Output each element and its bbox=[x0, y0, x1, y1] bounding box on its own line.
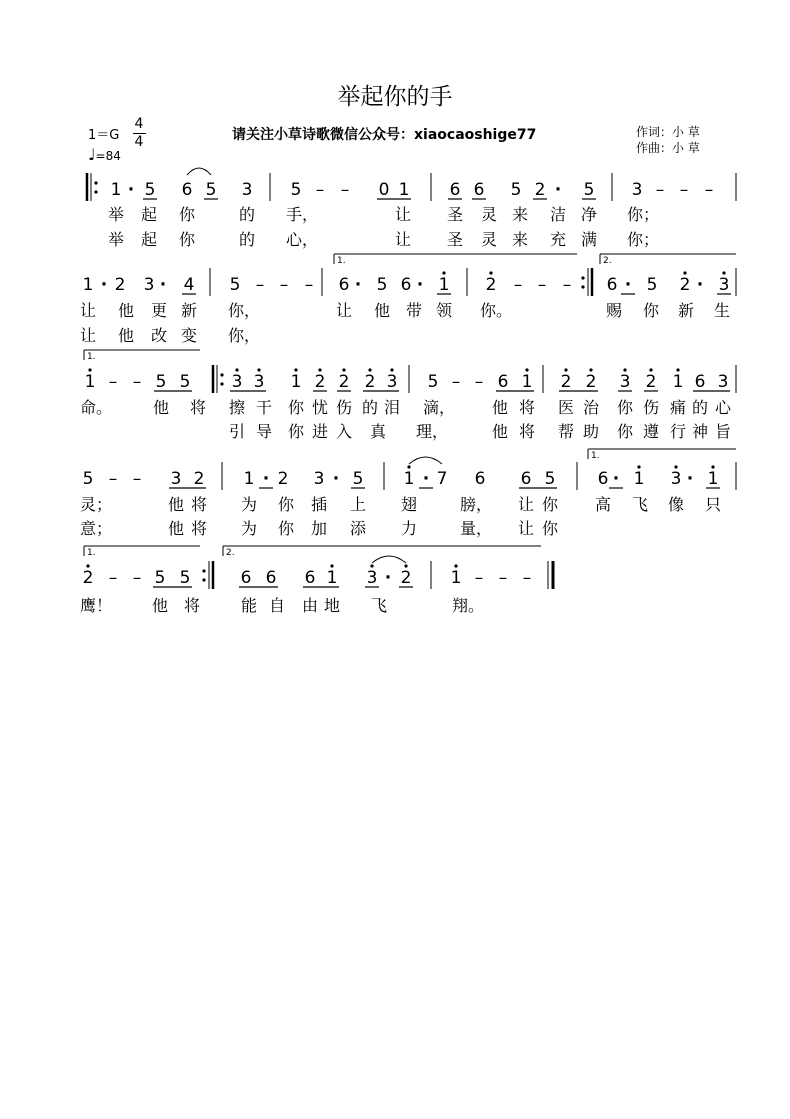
hold-dash: – bbox=[340, 180, 350, 200]
lyric-verse2: 让 bbox=[517, 519, 535, 538]
lyric-verse2: 力 bbox=[400, 519, 418, 538]
note-2: 2 bbox=[338, 372, 350, 392]
lyric-verse1: 你 bbox=[277, 495, 295, 514]
repeat-dot bbox=[581, 276, 584, 279]
note-6: 6 bbox=[265, 568, 277, 588]
lyric-verse2: 旨 bbox=[714, 422, 732, 441]
lyric-verse1: 翔。 bbox=[451, 596, 485, 615]
lyric-verse1: 治 bbox=[582, 398, 600, 417]
lyric-verse1: 生 bbox=[713, 301, 731, 320]
note-3: 3 bbox=[718, 275, 730, 295]
note-1: 1 bbox=[398, 180, 410, 200]
hold-dash: – bbox=[522, 568, 532, 588]
lyric-verse1: 像 bbox=[667, 495, 685, 514]
lyric-verse1: 伤 bbox=[335, 398, 353, 417]
hold-dash: – bbox=[132, 372, 142, 392]
hold-dash: – bbox=[315, 180, 325, 200]
note-1: 1 bbox=[521, 372, 533, 392]
note-6: 6 bbox=[606, 275, 618, 295]
lyricist: 作词：小 草 bbox=[636, 125, 700, 139]
time-signature-bottom: 4 bbox=[134, 134, 144, 150]
lyric-verse1: 你 bbox=[642, 301, 660, 320]
lyric-verse2: 你 bbox=[616, 422, 634, 441]
lyric-verse1: 他 bbox=[117, 301, 135, 320]
hold-dash: – bbox=[498, 568, 508, 588]
note-1: 1 bbox=[438, 275, 450, 295]
note-6: 6 bbox=[597, 469, 609, 489]
lyric-verse1: 更 bbox=[150, 301, 168, 320]
note-3: 3 bbox=[386, 372, 398, 392]
octave-dot bbox=[86, 564, 89, 567]
octave-dot bbox=[390, 368, 393, 371]
lyric-verse2: 灵 bbox=[480, 230, 498, 249]
note-1: 1 bbox=[84, 372, 96, 392]
lyric-verse1: 他 bbox=[151, 596, 169, 615]
lyric-verse1: 自 bbox=[268, 596, 286, 615]
note-3: 3 bbox=[143, 275, 155, 295]
note-1: 1 bbox=[707, 469, 719, 489]
lyric-verse1: 插 bbox=[310, 495, 328, 514]
octave-dot bbox=[368, 368, 371, 371]
octave-dot bbox=[294, 368, 297, 371]
lyric-verse2: 导 bbox=[255, 422, 273, 441]
octave-dot bbox=[330, 564, 333, 567]
note-1: 1 bbox=[672, 372, 684, 392]
lyric-verse1: 举 bbox=[107, 205, 125, 224]
lyric-verse1: 的 bbox=[361, 398, 379, 417]
note-1: 1 bbox=[326, 568, 338, 588]
dotted-rhythm: · bbox=[612, 469, 620, 489]
key-signature: 1＝G bbox=[88, 128, 120, 143]
note-3: 3 bbox=[366, 568, 378, 588]
lyric-verse2: 你； bbox=[626, 230, 660, 249]
lyric-verse2: 你 bbox=[287, 422, 305, 441]
repeat-dot bbox=[94, 181, 97, 184]
hold-dash: – bbox=[108, 568, 118, 588]
lyric-verse2: 心， bbox=[285, 230, 319, 249]
hold-dash: – bbox=[279, 275, 289, 295]
lyric-verse2: 为 bbox=[240, 519, 258, 538]
dotted-rhythm: · bbox=[696, 275, 704, 295]
lyric-verse1: 你 bbox=[178, 205, 196, 224]
lyric-verse1: 飞 bbox=[370, 596, 388, 615]
dotted-rhythm: · bbox=[100, 275, 108, 295]
volta-label: 1. bbox=[87, 548, 96, 558]
dotted-rhythm: · bbox=[416, 275, 424, 295]
note-5: 5 bbox=[154, 568, 166, 588]
note-5: 5 bbox=[376, 275, 388, 295]
lyric-verse1: 起 bbox=[140, 205, 158, 224]
lyric-verse1: 净 bbox=[580, 205, 598, 224]
note-5: 5 bbox=[155, 372, 167, 392]
lyric-verse2: 充 bbox=[549, 230, 567, 249]
note-2: 2 bbox=[400, 568, 412, 588]
lyric-verse2: 添 bbox=[349, 519, 367, 538]
lyric-verse2: 你 bbox=[178, 230, 196, 249]
repeat-dot bbox=[220, 373, 223, 376]
octave-dot bbox=[454, 564, 457, 567]
note-2: 2 bbox=[679, 275, 691, 295]
volta-label: 2. bbox=[226, 548, 235, 558]
octave-dot bbox=[442, 271, 445, 274]
note-1: 1 bbox=[403, 469, 415, 489]
note-1: 1 bbox=[243, 469, 255, 489]
dotted-rhythm: · bbox=[554, 180, 562, 200]
tempo-value: =84 bbox=[95, 149, 121, 163]
lyric-verse2: 他 bbox=[117, 326, 135, 345]
volta-label: 1. bbox=[591, 451, 600, 461]
lyric-verse1: 洁 bbox=[549, 205, 567, 224]
lyric-verse1: 你； bbox=[626, 205, 660, 224]
octave-dot bbox=[235, 368, 238, 371]
lyric-verse2: 进 bbox=[311, 422, 329, 441]
lyric-verse2: 你 bbox=[277, 519, 295, 538]
dotted-rhythm: · bbox=[422, 469, 430, 489]
lyric-verse2: 理， bbox=[415, 422, 449, 441]
lyric-verse2: 神 bbox=[691, 422, 709, 441]
lyric-verse2: 圣 bbox=[446, 230, 464, 249]
note-3: 3 bbox=[670, 469, 682, 489]
slur bbox=[409, 457, 442, 464]
lyric-verse2: 遵 bbox=[642, 422, 660, 441]
note-2: 2 bbox=[534, 180, 546, 200]
lyric-verse1: 滴， bbox=[422, 398, 456, 417]
note-6: 6 bbox=[338, 275, 350, 295]
hold-dash: – bbox=[132, 469, 142, 489]
lyric-verse1: 赐 bbox=[605, 301, 623, 320]
dotted-rhythm: · bbox=[354, 275, 362, 295]
note-2: 2 bbox=[560, 372, 572, 392]
lyric-verse1: 翅 bbox=[400, 495, 418, 514]
lyric-verse1: 伤 bbox=[642, 398, 660, 417]
note-6: 6 bbox=[474, 469, 486, 489]
time-signature-top: 4 bbox=[134, 116, 144, 132]
note-2: 2 bbox=[82, 568, 94, 588]
octave-dot bbox=[649, 368, 652, 371]
note-5: 5 bbox=[646, 275, 658, 295]
lyric-verse1: 你 bbox=[287, 398, 305, 417]
note-2: 2 bbox=[585, 372, 597, 392]
octave-dot bbox=[318, 368, 321, 371]
note-2: 2 bbox=[277, 469, 289, 489]
lyric-verse1: 带 bbox=[405, 301, 423, 320]
lyric-verse2: 加 bbox=[310, 519, 328, 538]
lyric-verse2: 量， bbox=[459, 519, 493, 538]
lyric-verse1: 能 bbox=[240, 596, 258, 615]
octave-dot bbox=[676, 368, 679, 371]
note-3: 3 bbox=[253, 372, 265, 392]
octave-dot bbox=[257, 368, 260, 371]
octave-dot bbox=[342, 368, 345, 371]
octave-dot bbox=[683, 271, 686, 274]
lyric-verse1: 医 bbox=[557, 398, 575, 417]
lyric-verse2: 来 bbox=[511, 230, 529, 249]
slur bbox=[372, 556, 406, 563]
repeat-dot bbox=[202, 578, 205, 581]
lyric-verse1: 的 bbox=[238, 205, 256, 224]
lyric-verse1: 将 bbox=[190, 495, 208, 514]
octave-dot bbox=[489, 271, 492, 274]
note-2: 2 bbox=[645, 372, 657, 392]
note-5: 5 bbox=[290, 180, 302, 200]
note-6: 6 bbox=[240, 568, 252, 588]
note-3: 3 bbox=[170, 469, 182, 489]
hold-dash: – bbox=[704, 180, 714, 200]
lyric-verse1: 他 bbox=[152, 398, 170, 417]
note-2: 2 bbox=[485, 275, 497, 295]
note-6: 6 bbox=[449, 180, 461, 200]
dotted-rhythm: · bbox=[384, 568, 392, 588]
note-2: 2 bbox=[364, 372, 376, 392]
lyric-verse1: 飞 bbox=[631, 495, 649, 514]
octave-dot bbox=[623, 368, 626, 371]
repeat-dot bbox=[581, 285, 584, 288]
repeat-dot bbox=[220, 382, 223, 385]
note-3: 3 bbox=[241, 180, 253, 200]
hold-dash: – bbox=[255, 275, 265, 295]
lyric-verse2: 真 bbox=[369, 422, 387, 441]
lyric-verse1: 他 bbox=[167, 495, 185, 514]
note-6: 6 bbox=[400, 275, 412, 295]
lyric-verse2: 举 bbox=[107, 230, 125, 249]
repeat-dot bbox=[94, 190, 97, 193]
lyric-verse1: 将 bbox=[518, 398, 536, 417]
lyric-verse1: 干 bbox=[255, 398, 273, 417]
hold-dash: – bbox=[451, 372, 461, 392]
note-7: 7 bbox=[436, 469, 448, 489]
octave-dot bbox=[370, 564, 373, 567]
octave-dot bbox=[674, 465, 677, 468]
octave-dot bbox=[88, 368, 91, 371]
note-6: 6 bbox=[473, 180, 485, 200]
lyric-verse1: 你 bbox=[616, 398, 634, 417]
lyric-verse1: 为 bbox=[240, 495, 258, 514]
lyric-verse2: 将 bbox=[518, 422, 536, 441]
octave-dot bbox=[407, 465, 410, 468]
lyric-verse2: 他 bbox=[491, 422, 509, 441]
dotted-rhythm: · bbox=[686, 469, 694, 489]
song-title: 举起你的手 bbox=[337, 84, 453, 110]
note-3: 3 bbox=[631, 180, 643, 200]
volta-label: 1. bbox=[337, 256, 346, 266]
note-5: 5 bbox=[544, 469, 556, 489]
lyric-verse1: 命。 bbox=[79, 398, 113, 417]
hold-dash: – bbox=[108, 372, 118, 392]
lyric-verse2: 行 bbox=[669, 422, 687, 441]
lyric-verse1: 痛 bbox=[669, 398, 687, 417]
subtitle: 请关注小草诗歌微信公众号：xiaocaoshige77 bbox=[232, 127, 537, 143]
lyric-verse2: 助 bbox=[582, 422, 600, 441]
note-5: 5 bbox=[510, 180, 522, 200]
lyric-verse2: 的 bbox=[238, 230, 256, 249]
note-5: 5 bbox=[179, 372, 191, 392]
slur bbox=[187, 168, 211, 175]
note-3: 3 bbox=[313, 469, 325, 489]
hold-dash: – bbox=[132, 568, 142, 588]
dotted-rhythm: · bbox=[624, 275, 632, 295]
hold-dash: – bbox=[562, 275, 572, 295]
lyric-verse2: 让 bbox=[394, 230, 412, 249]
note-1: 1 bbox=[290, 372, 302, 392]
lyric-verse1: 让 bbox=[79, 301, 97, 320]
lyric-verse1: 灵 bbox=[480, 205, 498, 224]
lyric-verse1: 泪 bbox=[383, 398, 401, 417]
note-6: 6 bbox=[304, 568, 316, 588]
lyric-verse1: 手， bbox=[285, 205, 319, 224]
lyric-verse1: 让 bbox=[517, 495, 535, 514]
lyric-verse1: 他 bbox=[491, 398, 509, 417]
note-1: 1 bbox=[633, 469, 645, 489]
lyric-verse1: 忧 bbox=[311, 398, 329, 417]
hold-dash: – bbox=[304, 275, 314, 295]
hold-dash: – bbox=[655, 180, 665, 200]
lyric-verse1: 将 bbox=[189, 398, 207, 417]
lyric-verse2: 你 bbox=[541, 519, 559, 538]
lyric-verse2: 他 bbox=[167, 519, 185, 538]
lyric-verse2: 让 bbox=[79, 326, 97, 345]
lyric-verse1: 高 bbox=[594, 495, 612, 514]
lyric-verse1: 擦 bbox=[228, 398, 246, 417]
note-3: 3 bbox=[231, 372, 243, 392]
octave-dot bbox=[564, 368, 567, 371]
lyric-verse1: 膀， bbox=[459, 495, 493, 514]
note-5: 5 bbox=[179, 568, 191, 588]
note-5: 5 bbox=[82, 469, 94, 489]
lyric-verse1: 来 bbox=[511, 205, 529, 224]
lyric-verse1: 让 bbox=[335, 301, 353, 320]
lyric-verse1: 新 bbox=[180, 301, 198, 320]
lyric-verse1: 的 bbox=[691, 398, 709, 417]
note-2: 2 bbox=[314, 372, 326, 392]
note-6: 6 bbox=[520, 469, 532, 489]
lyric-verse2: 你， bbox=[227, 326, 261, 345]
note-1: 1 bbox=[82, 275, 94, 295]
octave-dot bbox=[589, 368, 592, 371]
lyric-verse1: 灵； bbox=[79, 495, 113, 514]
lyric-verse2: 意； bbox=[79, 519, 113, 538]
note-5: 5 bbox=[583, 180, 595, 200]
lyric-verse2: 入 bbox=[335, 422, 353, 441]
lyric-verse1: 鹰！ bbox=[79, 596, 113, 615]
composer: 作曲：小 草 bbox=[636, 141, 700, 155]
octave-dot bbox=[637, 465, 640, 468]
hold-dash: – bbox=[679, 180, 689, 200]
quarter-note-icon: ♩ bbox=[88, 145, 96, 164]
lyric-verse1: 由 bbox=[301, 596, 319, 615]
dotted-rhythm: · bbox=[159, 275, 167, 295]
lyric-verse2: 帮 bbox=[557, 422, 575, 441]
lyric-verse1: 只 bbox=[704, 495, 722, 514]
octave-dot bbox=[404, 564, 407, 567]
hold-dash: – bbox=[513, 275, 523, 295]
lyric-verse2: 满 bbox=[580, 230, 598, 249]
note-4: 4 bbox=[183, 275, 195, 295]
note-3: 3 bbox=[717, 372, 729, 392]
note-1: 1 bbox=[110, 180, 122, 200]
note-0: 0 bbox=[378, 180, 390, 200]
lyric-verse1: 上 bbox=[349, 495, 367, 514]
note-2: 2 bbox=[193, 469, 205, 489]
lyric-verse2: 改 bbox=[150, 326, 168, 345]
hold-dash: – bbox=[108, 469, 118, 489]
lyric-verse2: 将 bbox=[190, 519, 208, 538]
lyric-verse1: 领 bbox=[435, 301, 453, 320]
note-6: 6 bbox=[181, 180, 193, 200]
lyric-verse1: 地 bbox=[323, 596, 341, 615]
note-1: 1 bbox=[450, 568, 462, 588]
note-5: 5 bbox=[205, 180, 217, 200]
lyric-verse2: 起 bbox=[140, 230, 158, 249]
lyric-verse1: 你 bbox=[541, 495, 559, 514]
note-6: 6 bbox=[497, 372, 509, 392]
lyric-verse1: 新 bbox=[677, 301, 695, 320]
repeat-dot bbox=[202, 569, 205, 572]
lyric-verse2: 引 bbox=[228, 422, 246, 441]
lyric-verse1: 让 bbox=[394, 205, 412, 224]
volta-label: 1. bbox=[87, 352, 96, 362]
hold-dash: – bbox=[474, 568, 484, 588]
lyric-verse1: 你。 bbox=[479, 301, 513, 320]
lyric-verse1: 圣 bbox=[446, 205, 464, 224]
dotted-rhythm: · bbox=[262, 469, 270, 489]
note-6: 6 bbox=[694, 372, 706, 392]
note-5: 5 bbox=[427, 372, 439, 392]
octave-dot bbox=[525, 368, 528, 371]
note-5: 5 bbox=[229, 275, 241, 295]
octave-dot bbox=[722, 271, 725, 274]
lyric-verse1: 他 bbox=[373, 301, 391, 320]
lyric-verse1: 你， bbox=[227, 301, 261, 320]
note-2: 2 bbox=[114, 275, 126, 295]
note-5: 5 bbox=[352, 469, 364, 489]
volta-label: 2. bbox=[603, 256, 612, 266]
lyric-verse1: 将 bbox=[183, 596, 201, 615]
lyric-verse1: 心 bbox=[714, 398, 732, 417]
lyric-verse2: 变 bbox=[180, 326, 198, 345]
hold-dash: – bbox=[474, 372, 484, 392]
note-3: 3 bbox=[619, 372, 631, 392]
dotted-rhythm: · bbox=[127, 180, 135, 200]
hold-dash: – bbox=[537, 275, 547, 295]
note-5: 5 bbox=[144, 180, 156, 200]
octave-dot bbox=[711, 465, 714, 468]
dotted-rhythm: · bbox=[332, 469, 340, 489]
